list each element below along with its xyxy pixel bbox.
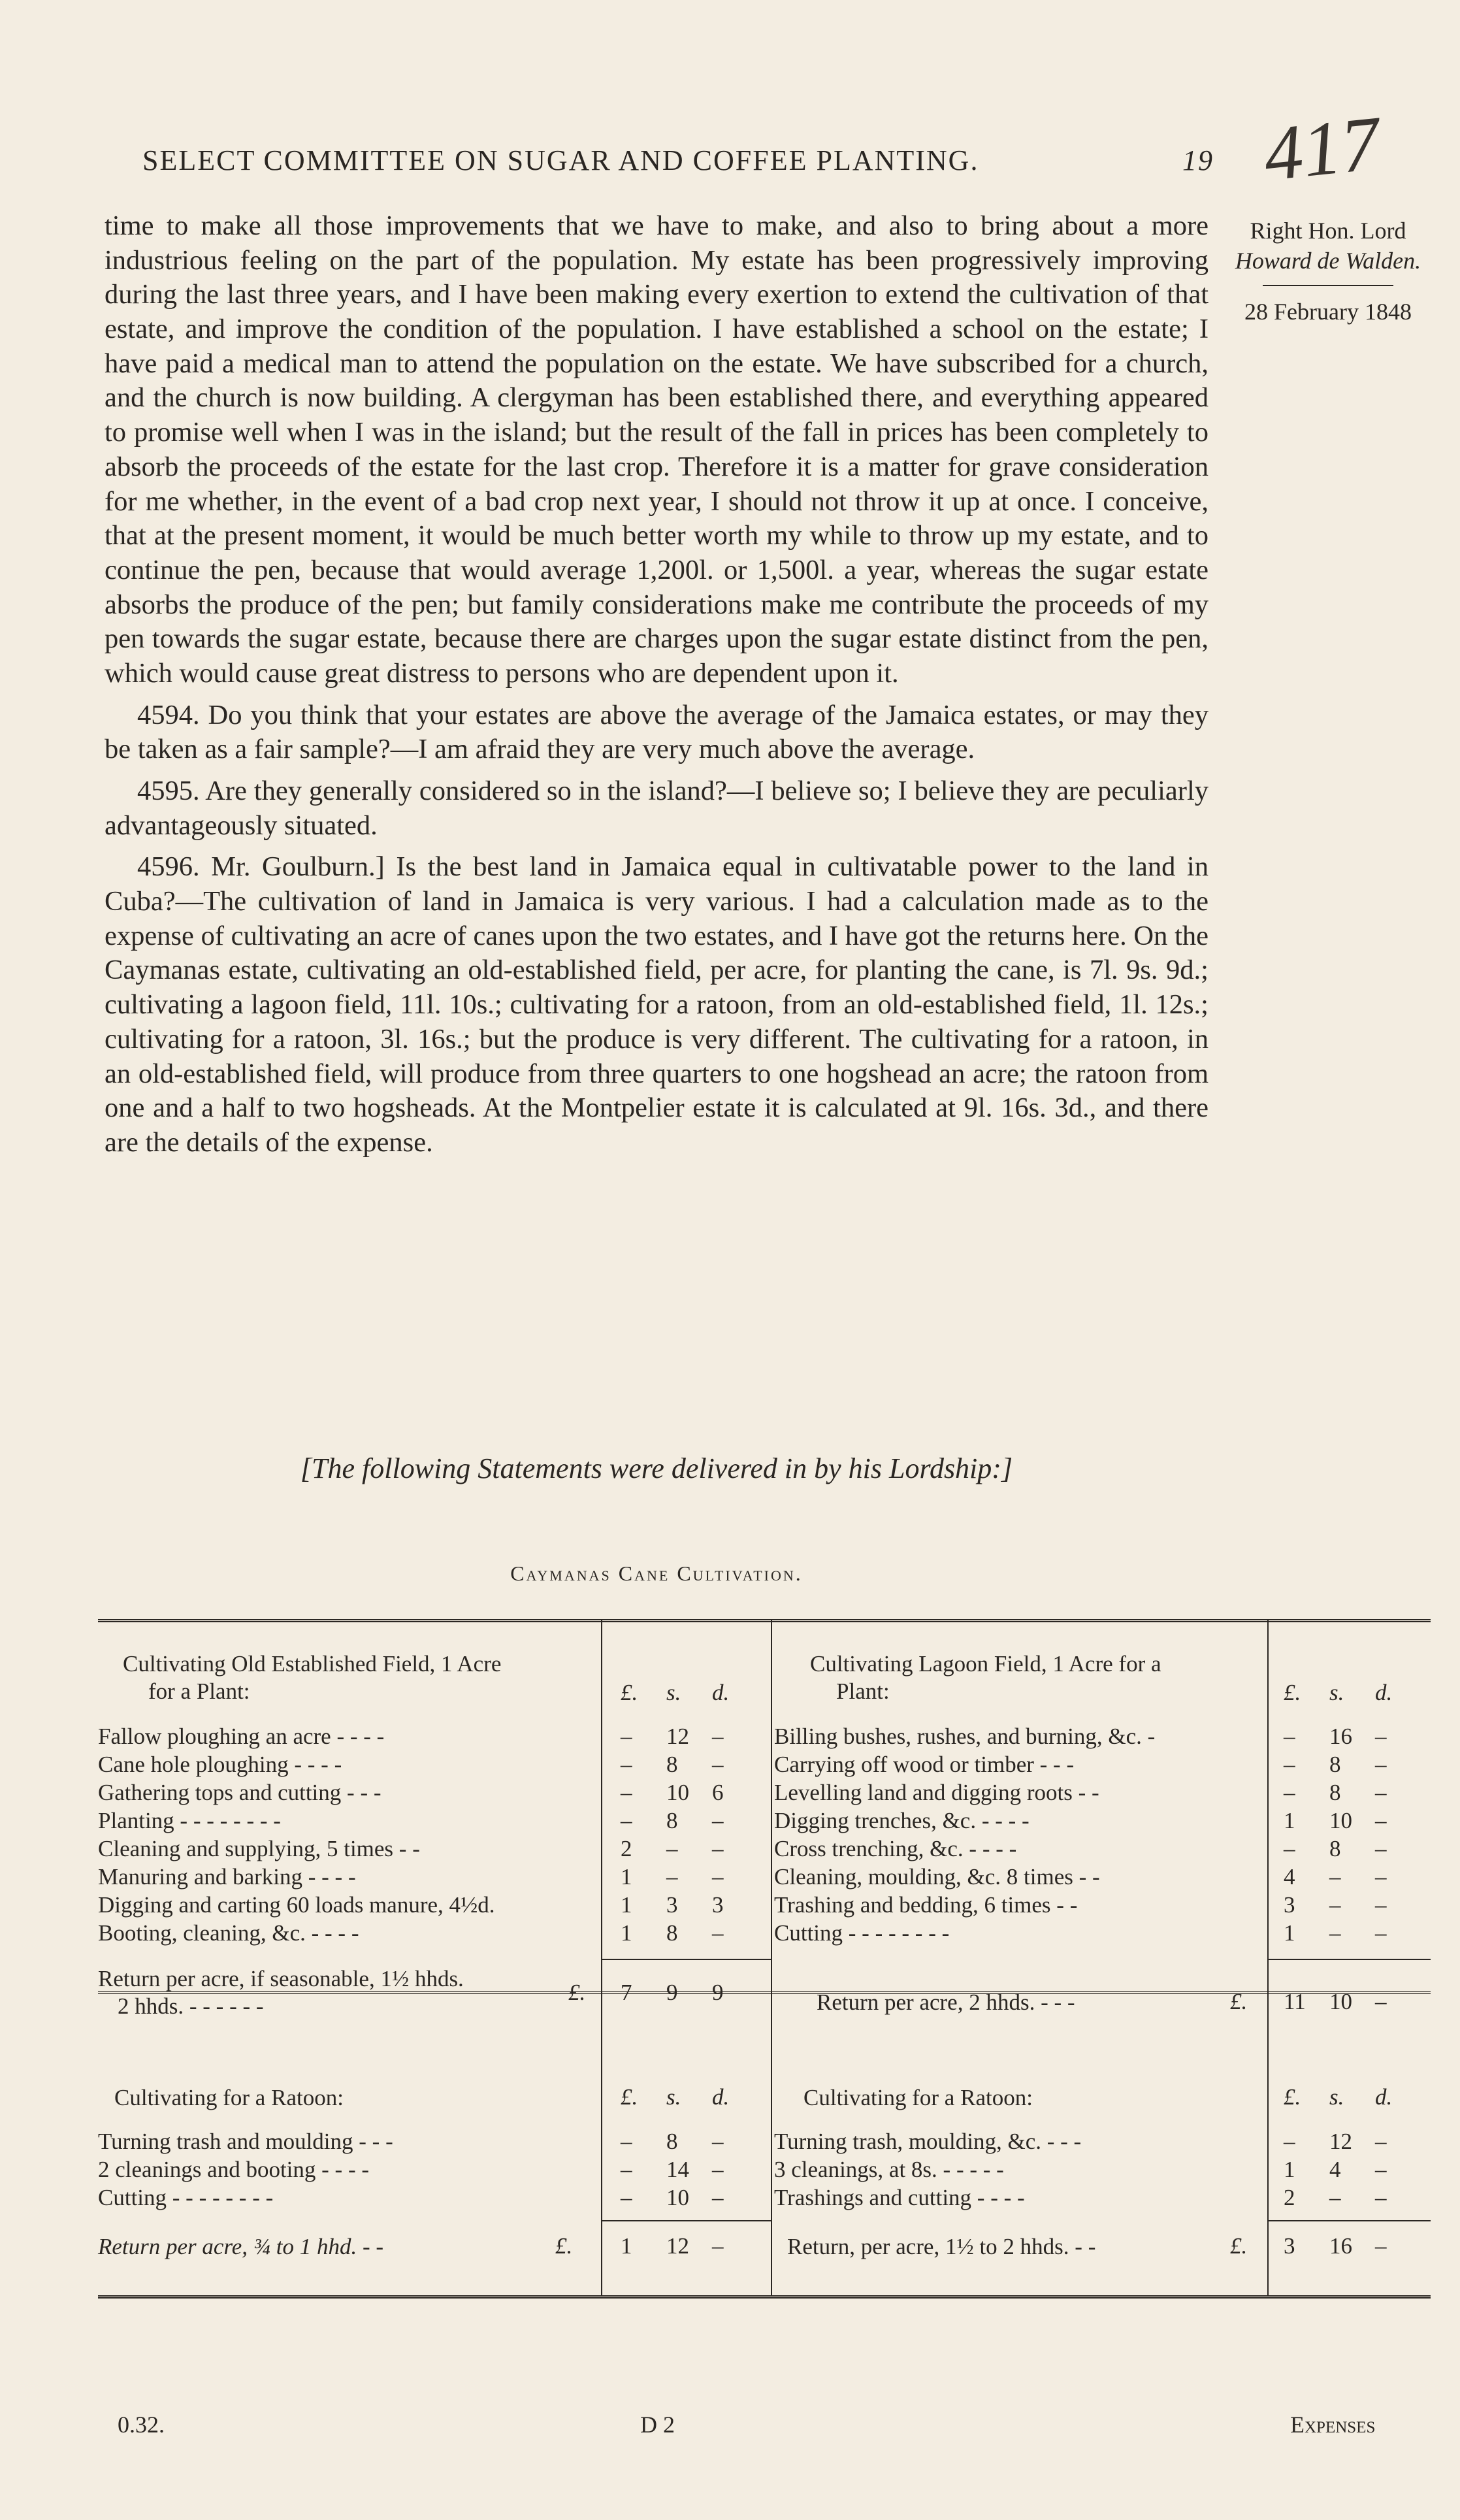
right-bottom-return — [787, 2233, 1231, 2261]
right-bottom-heading: Cultivating for a Ratoon: — [803, 2085, 1033, 2110]
row-label: Levelling land and digging roots - - — [774, 1780, 1099, 1805]
row-pounds: – — [621, 2157, 632, 2182]
subtotal-rule — [601, 2220, 771, 2221]
row-pence: – — [712, 1752, 724, 1777]
footer-catchword: Expenses — [1290, 2412, 1376, 2438]
row-shillings: 3 — [666, 1892, 678, 1918]
right-top-heading — [784, 1650, 1261, 1705]
total-pence: – — [1375, 2233, 1387, 2259]
row-label: Carrying off wood or timber - - - — [774, 1752, 1075, 1777]
column-divider — [601, 1619, 602, 1991]
total-pounds: 7 — [621, 1980, 632, 2005]
row-pounds: – — [621, 1808, 632, 1833]
row-pence: – — [1375, 1752, 1387, 1777]
row-label: Trashings and cutting - - - - — [774, 2185, 1025, 2210]
row-shillings: 16 — [1329, 1724, 1352, 1749]
paragraph: 4595. Are they generally considered so in the island?—I believe so; I believe they are peculiarly advantageously situated. — [105, 776, 1209, 841]
row-shillings: 12 — [666, 1724, 689, 1749]
row-label: Trashing and bedding, 6 times - - — [774, 1892, 1078, 1918]
pence-header: d. — [712, 2084, 730, 2110]
statements-note: [The following Statements were delivered in by his Lordship:] — [300, 1452, 1013, 1484]
total-shillings: 16 — [1329, 2233, 1352, 2259]
footer-signature: D 2 — [640, 2412, 675, 2438]
row-pence: – — [1375, 1892, 1387, 1918]
row-shillings: 8 — [1329, 1780, 1341, 1805]
subtotal-rule — [601, 1959, 771, 1960]
shillings-header: s. — [666, 1680, 681, 1705]
currency-mark: £. — [1230, 1989, 1248, 2014]
pounds-header: £. — [1284, 2084, 1301, 2110]
row-pence: – — [712, 2129, 724, 2154]
row-pence: – — [712, 1808, 724, 1833]
right-top-return — [817, 1989, 1248, 2016]
heading-line: Plant: — [836, 1678, 890, 1704]
row-pence: – — [712, 1724, 724, 1749]
running-title: SELECT COMMITTEE ON SUGAR AND COFFEE PLANTING. — [142, 144, 979, 176]
row-pounds: – — [1284, 2129, 1295, 2154]
left-bottom-return — [98, 2233, 555, 2261]
row-pounds: – — [621, 2185, 632, 2210]
row-pence: – — [1375, 1920, 1387, 1946]
row-pence: – — [712, 1836, 724, 1861]
shillings-header: s. — [666, 2084, 681, 2110]
row-label: Manuring and barking - - - - — [98, 1864, 356, 1890]
row-pounds: 1 — [621, 1920, 632, 1946]
row-label: Digging and carting 60 loads manure, 4½d. — [98, 1892, 495, 1918]
row-pounds: – — [1284, 1836, 1295, 1861]
total-pence: – — [1375, 1989, 1387, 2014]
row-pounds: 1 — [1284, 1920, 1295, 1946]
testimony-body — [105, 209, 1209, 1168]
row-pounds: – — [621, 1752, 632, 1777]
row-pounds: 4 — [1284, 1864, 1295, 1890]
row-pence: – — [1375, 1780, 1387, 1805]
row-label: Cutting - - - - - - - - — [774, 1920, 950, 1946]
page-header — [142, 144, 1214, 177]
left-bottom-heading: Cultivating for a Ratoon: — [114, 2085, 344, 2110]
row-pence: – — [712, 2185, 724, 2210]
currency-mark: £. — [555, 2233, 573, 2259]
row-pounds: 2 — [1284, 2185, 1295, 2210]
row-shillings: 8 — [1329, 1836, 1341, 1861]
row-pence: – — [1375, 1864, 1387, 1890]
page-number: 19 — [1182, 144, 1214, 176]
row-pounds: – — [1284, 1752, 1295, 1777]
pence-header: d. — [1375, 1680, 1393, 1705]
return-line: Return per acre, ¾ to 1 hhd. - - — [98, 2234, 384, 2259]
pounds-header: £. — [1284, 1680, 1301, 1705]
row-pence: – — [1375, 1836, 1387, 1861]
heading-line: Cultivating Old Established Field, 1 Acre — [123, 1651, 502, 1677]
row-pence: 6 — [712, 1780, 724, 1805]
row-label: Billing bushes, rushes, and burning, &c. - — [774, 1724, 1156, 1749]
return-line: Return, per acre, 1½ to 2 hhds. - - — [787, 2234, 1096, 2259]
row-pounds: 1 — [621, 1864, 632, 1890]
row-pence: – — [712, 1920, 724, 1946]
margin-note — [1220, 216, 1436, 327]
heading-line: for a Plant: — [148, 1678, 250, 1704]
total-pence: 9 — [712, 1980, 724, 2005]
heading-line: Cultivating Lagoon Field, 1 Acre for a — [810, 1651, 1161, 1677]
row-pounds: 1 — [621, 1892, 632, 1918]
row-pounds: – — [621, 2129, 632, 2154]
row-pence: 3 — [712, 1892, 724, 1918]
row-label: Gathering tops and cutting - - - — [98, 1780, 381, 1805]
row-shillings: 14 — [666, 2157, 689, 2182]
column-divider — [1267, 1619, 1269, 1991]
row-label: Cleaning and supplying, 5 times - - — [98, 1836, 420, 1861]
row-pence: – — [1375, 1724, 1387, 1749]
row-pounds: – — [1284, 1724, 1295, 1749]
row-shillings: – — [1329, 1864, 1341, 1890]
left-top-heading — [106, 1650, 589, 1705]
row-shillings: 10 — [666, 2185, 689, 2210]
row-shillings: – — [1329, 1920, 1341, 1946]
pounds-header: £. — [621, 1680, 638, 1705]
witness-name-line2: Howard de Walden. — [1235, 248, 1421, 274]
row-pence: – — [1375, 2185, 1387, 2210]
row-shillings: – — [1329, 2185, 1341, 2210]
total-shillings: 12 — [666, 2233, 689, 2259]
column-divider — [601, 1991, 602, 2295]
table-top-rule — [98, 1619, 1431, 1622]
paragraph: time to make all those improvements that we have to make, and also to bring about a more industrious feeling on the part of the population. My estate has been progressively improving during the last three years, and I have been making every exertion to extend the cultivation of that estate, and improve the condition of the population. I have established a school on the estate; I have paid a medical man to attend the population on the estate. We have subscribed for a church, and the church is now building. A clergyman has been established there, and everything appeared to promise well when I was in the island; but the result of the fall in prices has been completely to absorb the proceeds of the estate for the last crop. Therefore it is a matter for grave consideration for me whether, in the event of a bad crop next year, I should not throw it up at once. I conceive, that at the present moment, it would be much better worth my while to throw up my estate, and to continue the pen, because that would average 1,200l. or 1,500l. a year, whereas the sugar estate absorbs the produce of the pen; but family considerations make me contribute the proceeds of my pen towards the sugar estate, because there are charges upon the sugar estate distinct from the pen, which would cause great distress to persons who are dependent upon it. — [105, 210, 1209, 689]
row-label: Booting, cleaning, &c. - - - - — [98, 1920, 359, 1946]
shillings-header: s. — [1329, 2084, 1344, 2110]
table-bottom-rule — [98, 2295, 1431, 2299]
total-pounds: 11 — [1284, 1989, 1306, 2014]
column-divider — [1267, 1991, 1269, 2295]
margin-divider — [1263, 285, 1393, 286]
total-shillings: 10 — [1329, 1989, 1352, 2014]
row-label: 2 cleanings and booting - - - - — [98, 2157, 370, 2182]
row-label: Fallow ploughing an acre - - - - — [98, 1724, 385, 1749]
row-label: Cane hole ploughing - - - - — [98, 1752, 342, 1777]
column-divider — [771, 1619, 772, 1991]
return-line: Return per acre, if seasonable, 1½ hhds. — [98, 1966, 464, 1991]
handwritten-folio-number: 417 — [1259, 100, 1384, 197]
row-label: Turning trash, moulding, &c. - - - — [774, 2129, 1082, 2154]
footer-left: 0.32. — [118, 2412, 165, 2438]
total-pounds: 3 — [1284, 2233, 1295, 2259]
subtotal-rule — [1267, 2220, 1431, 2221]
row-shillings: – — [1329, 1892, 1341, 1918]
row-label: Planting - - - - - - - - — [98, 1808, 281, 1833]
row-pounds: – — [621, 1780, 632, 1805]
left-top-return — [98, 1965, 594, 2020]
row-pence: – — [1375, 2157, 1387, 2182]
row-shillings: – — [666, 1864, 678, 1890]
row-label: Cutting - - - - - - - - — [98, 2185, 274, 2210]
table-title: Caymanas Cane Cultivation. — [510, 1562, 803, 1585]
row-shillings: 4 — [1329, 2157, 1341, 2182]
row-shillings: – — [666, 1836, 678, 1861]
row-pounds: 1 — [1284, 2157, 1295, 2182]
row-shillings: 12 — [1329, 2129, 1352, 2154]
return-line: Return per acre, 2 hhds. - - - — [817, 1989, 1075, 2015]
row-shillings: 8 — [666, 1808, 678, 1833]
row-pence: – — [712, 2157, 724, 2182]
row-shillings: 8 — [666, 2129, 678, 2154]
row-pounds: 2 — [621, 1836, 632, 1861]
row-pounds: – — [1284, 1780, 1295, 1805]
column-divider — [771, 1991, 772, 2295]
row-shillings: 8 — [1329, 1752, 1341, 1777]
row-pounds: 3 — [1284, 1892, 1295, 1918]
return-line: 2 hhds. - - - - - - — [118, 1993, 264, 2019]
paragraph: 4596. Mr. Goulburn.] Is the best land in Jamaica equal in cultivatable power to the land in Cuba?—The cultivation of land in Jamaica is very various. I had a calculation made as to the expense of cultivating an acre of canes upon the two estates, and I have got the returns here. On the Caymanas estate, cultivating an old-established field, per acre, for planting the cane, is 7l. 9s. 9d.; cultivating a lagoon field, 11l. 10s.; cultivating for a ratoon, from an old-established field, 1l. 12s.; cultivating for a ratoon, 3l. 16s.; but the produce is very different. The cultivating for a ratoon, in an old-established field, will produce from three quarters to one hogshead an acre; the ratoon from one and a half to two hogsheads. At the Montpelier estate it is calculated at 9l. 16s. 3d., and there are the details of the expense. — [105, 851, 1209, 1158]
row-label: Cleaning, moulding, &c. 8 times - - — [774, 1864, 1100, 1890]
row-shillings: 8 — [666, 1920, 678, 1946]
row-pounds: – — [621, 1724, 632, 1749]
total-pence: – — [712, 2233, 724, 2259]
witness-name-line1: Right Hon. Lord — [1250, 218, 1406, 244]
total-pounds: 1 — [621, 2233, 632, 2259]
shillings-header: s. — [1329, 1680, 1344, 1705]
row-pounds: 1 — [1284, 1808, 1295, 1833]
row-shillings: 10 — [666, 1780, 689, 1805]
row-label: Cross trenching, &c. - - - - — [774, 1836, 1017, 1861]
row-label: Digging trenches, &c. - - - - — [774, 1808, 1030, 1833]
row-shillings: 10 — [1329, 1808, 1352, 1833]
row-pence: – — [712, 1864, 724, 1890]
paragraph: 4594. Do you think that your estates are above the average of the Jamaica estates, or may they be taken as a fair sample?—I am afraid they are very much above the average. — [105, 699, 1209, 765]
witness-date: 28 February 1848 — [1244, 299, 1412, 325]
total-shillings: 9 — [666, 1980, 678, 2005]
row-shillings: 8 — [666, 1752, 678, 1777]
pence-header: d. — [1375, 2084, 1393, 2110]
currency-mark: £. — [1230, 2233, 1248, 2259]
pence-header: d. — [712, 1680, 730, 1705]
row-pence: – — [1375, 2129, 1387, 2154]
currency-mark: £. — [568, 1980, 586, 2005]
row-label: 3 cleanings, at 8s. - - - - - — [774, 2157, 1004, 2182]
row-pence: – — [1375, 1808, 1387, 1833]
subtotal-rule — [1267, 1959, 1431, 1960]
pounds-header: £. — [621, 2084, 638, 2110]
row-label: Turning trash and moulding - - - — [98, 2129, 393, 2154]
cultivation-table — [98, 1619, 1431, 2299]
